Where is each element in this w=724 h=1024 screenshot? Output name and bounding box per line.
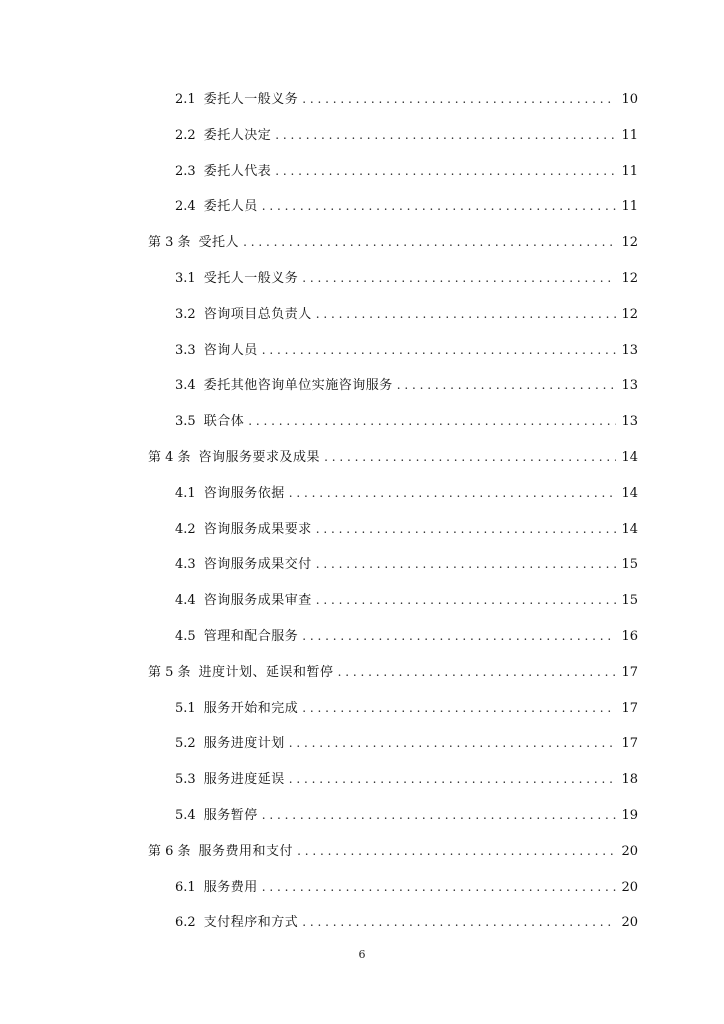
toc-entry-number: 第 3 条 bbox=[148, 235, 191, 251]
toc-entry-number: 4.4 bbox=[175, 593, 196, 609]
toc-entry-number: 2.2 bbox=[175, 127, 196, 143]
toc-entry-title: 服务费用和支付 bbox=[198, 843, 294, 859]
toc-section-entry bbox=[175, 589, 638, 611]
toc-entry-page: 20 bbox=[621, 843, 638, 859]
toc-dot-leader bbox=[397, 374, 616, 396]
toc-entry-page: 11 bbox=[621, 199, 638, 215]
toc-chapter-entry bbox=[148, 840, 638, 862]
toc-entry-title: 受托人一般义务 bbox=[203, 271, 299, 286]
toc-dot-leader bbox=[316, 303, 616, 325]
toc-entry-number: 5.4 bbox=[175, 808, 196, 823]
toc-entry-title: 服务暂停 bbox=[203, 808, 258, 823]
toc-entry-title: 咨询服务成果交付 bbox=[203, 557, 312, 573]
toc-entry-number: 2.3 bbox=[175, 163, 196, 179]
toc-entry-number: 4.5 bbox=[175, 629, 196, 644]
toc-section-entry bbox=[175, 625, 638, 647]
toc-entry-page: 14 bbox=[621, 450, 638, 465]
toc-entry-title: 咨询服务依据 bbox=[203, 485, 285, 501]
toc-dot-leader bbox=[316, 518, 616, 540]
toc-entry-number: 第 4 条 bbox=[148, 450, 191, 465]
toc-section-entry bbox=[175, 195, 638, 217]
toc-dot-leader bbox=[302, 88, 616, 110]
toc-entry-page: 13 bbox=[621, 342, 638, 358]
toc-section-entry bbox=[175, 88, 638, 110]
toc-entry-title: 管理和配合服务 bbox=[203, 629, 299, 644]
toc-entry-number: 5.3 bbox=[175, 772, 196, 788]
toc-section-entry bbox=[175, 697, 638, 719]
toc-entry-number: 2.4 bbox=[175, 199, 196, 215]
toc-entry-page: 15 bbox=[621, 593, 638, 609]
toc-entry-page: 13 bbox=[621, 378, 638, 394]
toc-section-entry bbox=[175, 160, 638, 182]
toc-section-entry bbox=[175, 518, 638, 540]
toc-entry-title: 委托人决定 bbox=[203, 127, 272, 143]
toc-entry-page: 17 bbox=[621, 736, 638, 752]
toc-dot-leader bbox=[316, 589, 616, 611]
toc-entry-number: 5.2 bbox=[175, 736, 196, 752]
toc-section-entry bbox=[175, 732, 638, 754]
toc-entry-page: 16 bbox=[621, 629, 638, 644]
toc-entry-number: 4.1 bbox=[175, 485, 196, 501]
toc-dot-leader bbox=[324, 446, 616, 468]
toc-dot-leader bbox=[289, 768, 616, 790]
toc-entry-number: 3.5 bbox=[175, 414, 196, 430]
toc-entry-number: 2.1 bbox=[175, 92, 196, 107]
toc-section-entry bbox=[175, 410, 638, 432]
toc-entry-title: 咨询项目总负责人 bbox=[203, 306, 312, 322]
toc-dot-leader bbox=[289, 482, 616, 504]
toc-section-entry bbox=[175, 482, 638, 504]
toc-dot-leader bbox=[316, 553, 616, 575]
toc-chapter-entry bbox=[148, 661, 638, 683]
toc-section-entry bbox=[175, 339, 638, 361]
toc-entry-title: 委托人一般义务 bbox=[203, 92, 299, 107]
toc-entry-title: 委托其他咨询单位实施咨询服务 bbox=[203, 378, 393, 394]
toc-dot-leader bbox=[275, 124, 616, 146]
toc-entry-page: 11 bbox=[621, 127, 638, 143]
toc-entry-page: 13 bbox=[621, 414, 638, 430]
toc-section-entry bbox=[175, 267, 638, 289]
toc-dot-leader bbox=[248, 410, 616, 432]
toc-entry-page: 17 bbox=[621, 700, 638, 716]
toc-entry-number: 3.1 bbox=[175, 271, 196, 286]
toc-dot-leader bbox=[302, 625, 616, 647]
toc-entry-number: 3.4 bbox=[175, 378, 196, 394]
toc-entry-page: 19 bbox=[621, 808, 638, 823]
toc-section-entry bbox=[175, 374, 638, 396]
toc-entry-title: 咨询服务要求及成果 bbox=[198, 450, 321, 465]
toc-entry-title: 服务费用 bbox=[203, 879, 258, 895]
toc-entry-number: 6.1 bbox=[175, 879, 196, 895]
toc-entry-number: 3.2 bbox=[175, 306, 196, 322]
toc-entry-title: 咨询服务成果要求 bbox=[203, 521, 312, 537]
toc-entry-number: 4.3 bbox=[175, 557, 196, 573]
toc-entry-title: 委托人代表 bbox=[203, 163, 272, 179]
toc-entry-title: 服务开始和完成 bbox=[203, 700, 299, 716]
toc-dot-leader bbox=[297, 840, 616, 862]
toc-entry-title: 咨询服务成果审查 bbox=[203, 593, 312, 609]
footer-page-number: 6 bbox=[358, 948, 366, 961]
toc-entry-page: 12 bbox=[621, 271, 638, 286]
toc-entry-number: 5.1 bbox=[175, 700, 196, 716]
toc-entry-page: 12 bbox=[621, 235, 638, 251]
toc-entry-page: 12 bbox=[621, 306, 638, 322]
toc-entry-number: 4.2 bbox=[175, 521, 196, 537]
toc-dot-leader bbox=[302, 267, 616, 289]
toc-entry-page: 15 bbox=[621, 557, 638, 573]
toc-dot-leader bbox=[262, 804, 616, 826]
toc-section-entry bbox=[175, 804, 638, 826]
toc-entry-title: 服务进度计划 bbox=[203, 736, 285, 752]
toc-dot-leader bbox=[289, 732, 616, 754]
toc-chapter-entry bbox=[148, 231, 638, 253]
toc-dot-leader bbox=[262, 339, 616, 361]
toc-dot-leader bbox=[302, 697, 616, 719]
toc-dot-leader bbox=[302, 911, 616, 933]
toc-section-entry bbox=[175, 876, 638, 898]
toc-entry-title: 咨询人员 bbox=[203, 342, 258, 358]
toc-entry-page: 11 bbox=[621, 163, 638, 179]
toc-entry-title: 受托人 bbox=[198, 235, 240, 251]
toc-entry-page: 10 bbox=[621, 92, 638, 107]
toc-section-entry bbox=[175, 911, 638, 933]
toc-dot-leader bbox=[262, 195, 616, 217]
toc-section-entry bbox=[175, 768, 638, 790]
toc-entry-page: 14 bbox=[621, 521, 638, 537]
toc-entry-page: 20 bbox=[621, 915, 638, 931]
toc-entry-number: 第 6 条 bbox=[148, 843, 191, 859]
toc-entry-title: 服务进度延误 bbox=[203, 772, 285, 788]
toc-entry-title: 联合体 bbox=[203, 414, 245, 430]
toc-entry-title: 进度计划、延误和暂停 bbox=[198, 664, 334, 680]
toc-entry-number: 6.2 bbox=[175, 915, 196, 931]
toc-entry-page: 20 bbox=[621, 879, 638, 895]
toc-dot-leader bbox=[275, 160, 616, 182]
toc-dot-leader bbox=[338, 661, 616, 683]
toc-entry-page: 17 bbox=[621, 664, 638, 680]
toc-dot-leader bbox=[243, 231, 616, 253]
toc-entry-number: 3.3 bbox=[175, 342, 196, 358]
toc-chapter-entry bbox=[148, 446, 638, 468]
toc-section-entry bbox=[175, 124, 638, 146]
toc-entry-number: 第 5 条 bbox=[148, 664, 191, 680]
toc-section-entry bbox=[175, 303, 638, 325]
toc-entry-page: 14 bbox=[621, 485, 638, 501]
toc-section-entry bbox=[175, 553, 638, 575]
toc-entry-page: 18 bbox=[621, 772, 638, 788]
toc-entry-title: 委托人员 bbox=[203, 199, 258, 215]
toc-entry-title: 支付程序和方式 bbox=[203, 915, 299, 931]
toc-dot-leader bbox=[262, 876, 616, 898]
